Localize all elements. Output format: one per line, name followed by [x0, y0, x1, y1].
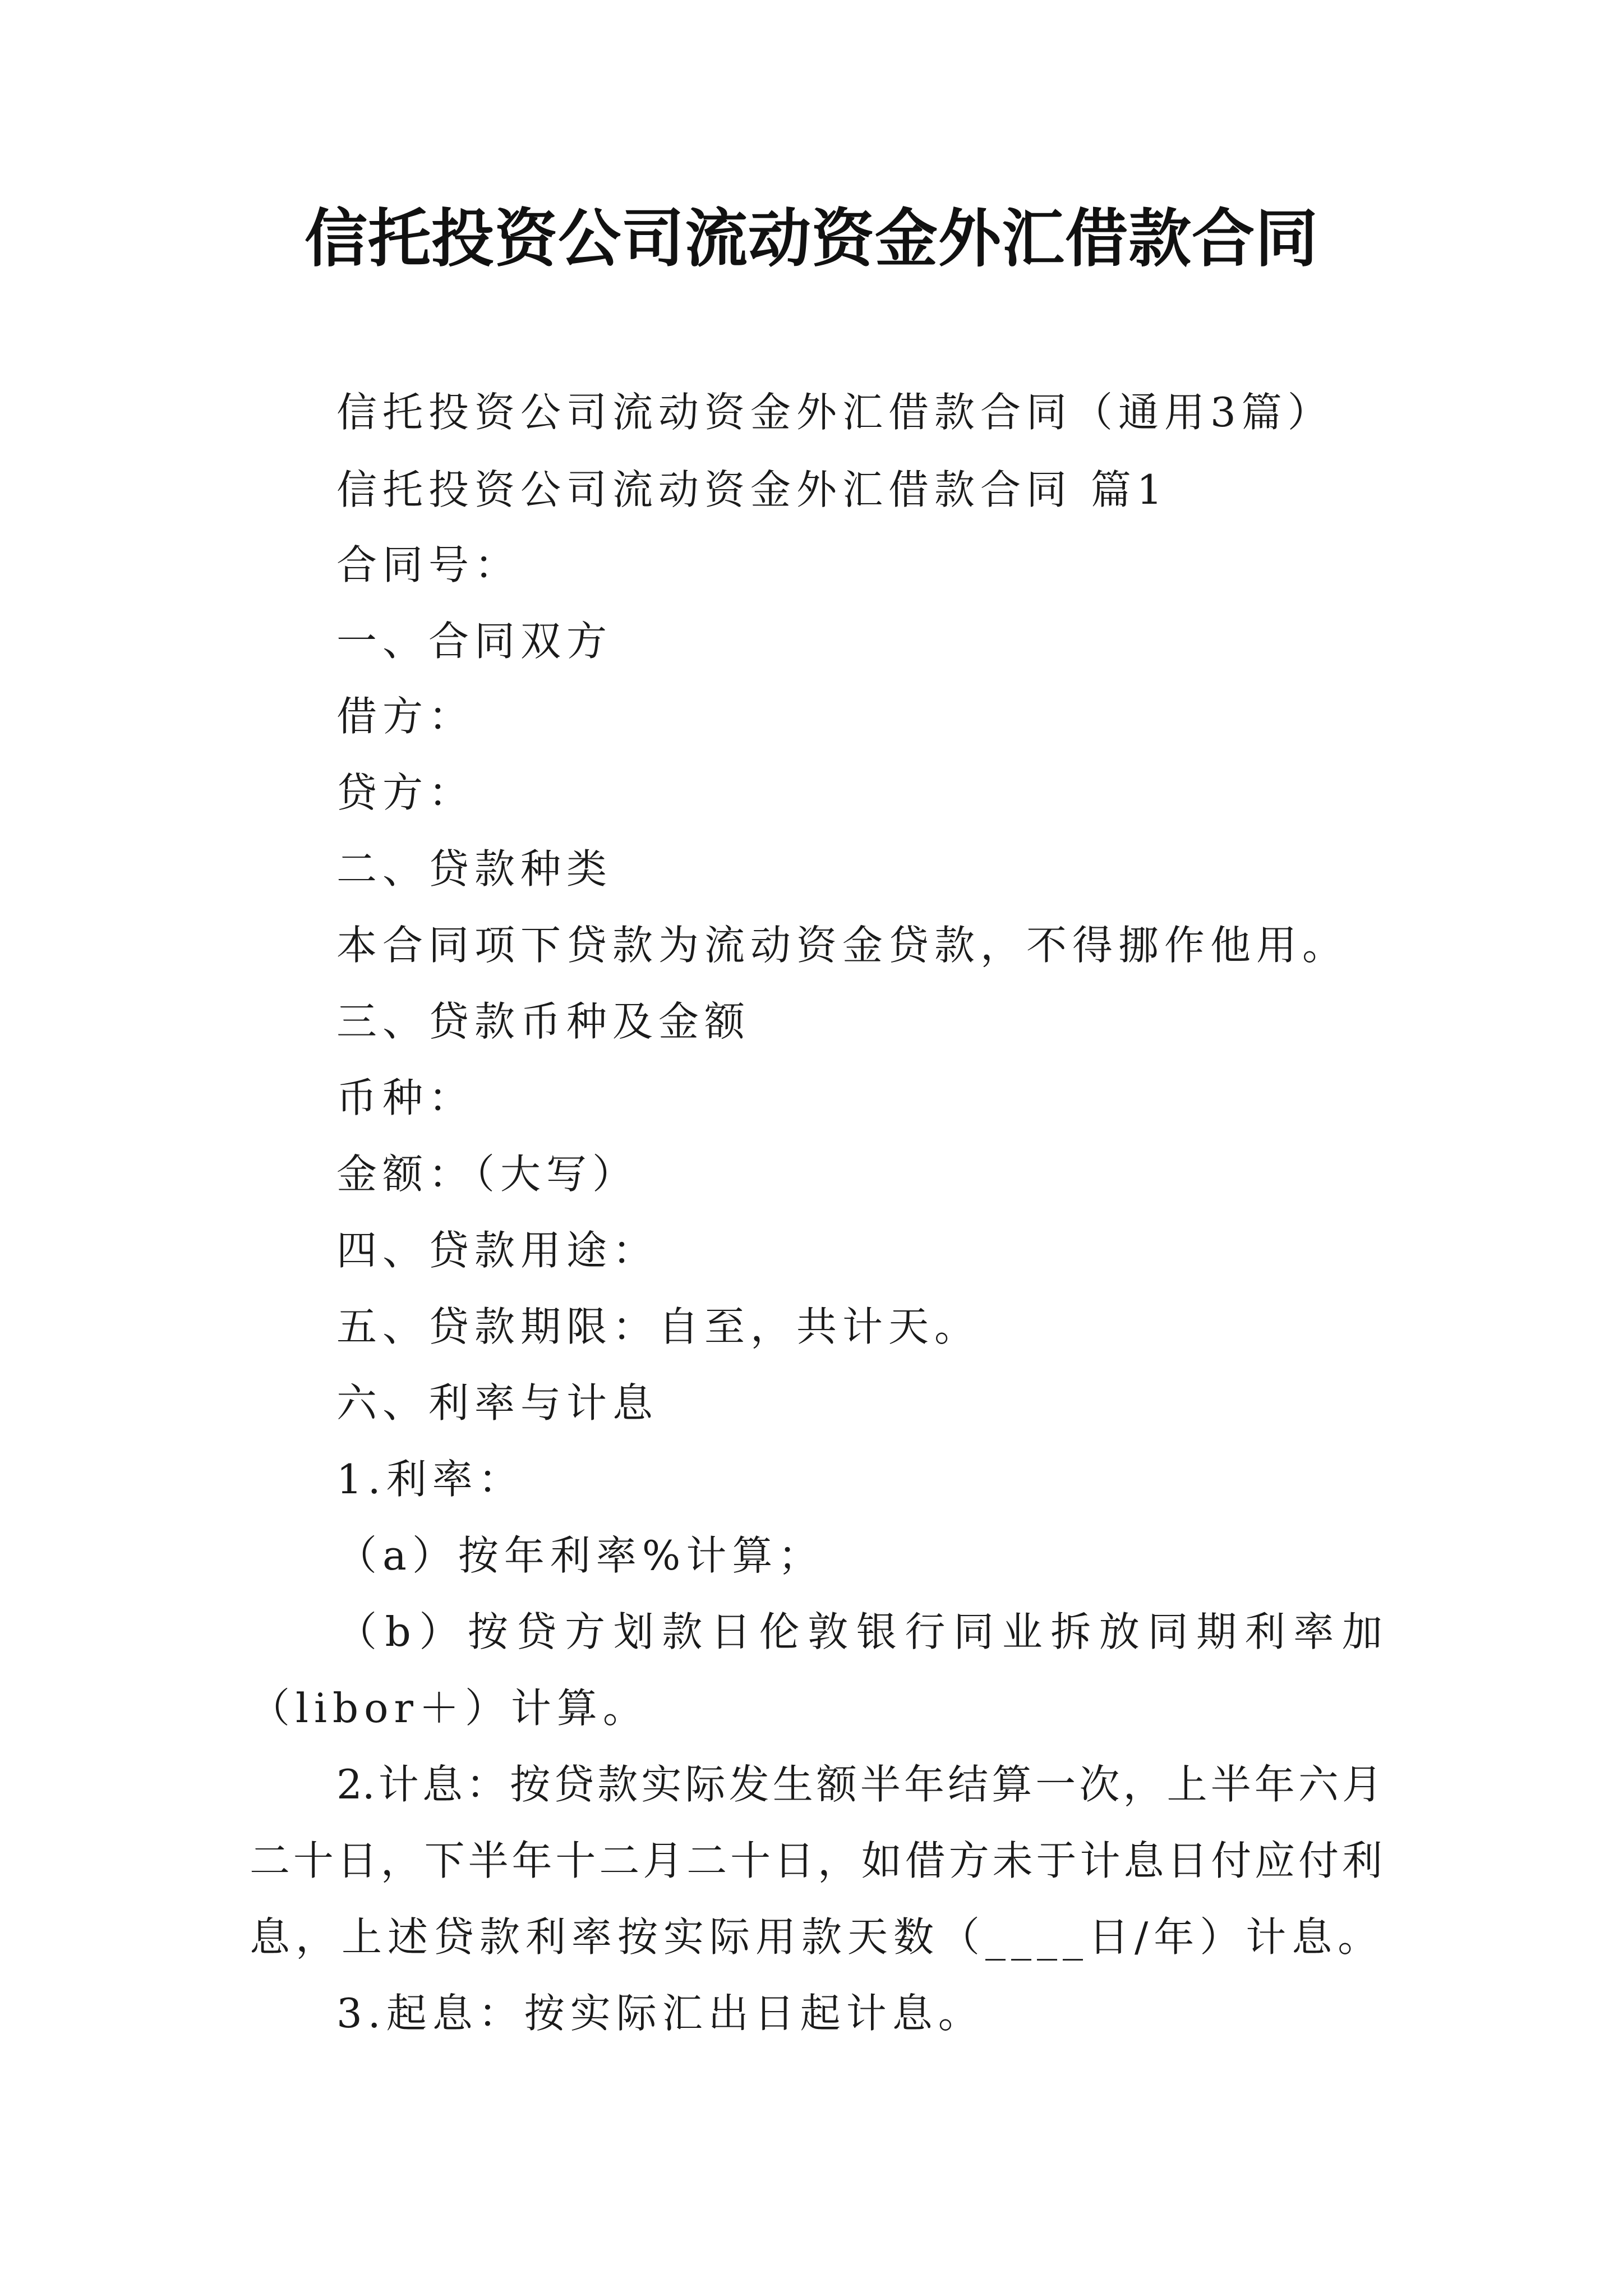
text-line: （b）按贷方划款日伦敦银行同业拆放同期利率加 — [336, 1608, 1382, 1655]
text-line: 六、利率与计息 — [336, 1379, 659, 1427]
subtitle-line: 信托投资公司流动资金外汇借款合同（通用3篇） — [336, 389, 1334, 436]
text-line: 一、合同双方 — [336, 618, 613, 665]
text-line: （libor＋）计算。 — [250, 1685, 649, 1732]
text-line: 三、贷款币种及金额 — [336, 998, 751, 1045]
text-line: 本合同项下贷款为流动资金贷款，不得挪作他用。 — [336, 922, 1349, 969]
text-line: 借方： — [336, 693, 475, 740]
text-line: 二十日，下半年十二月二十日，如借方未于计息日付应付利 — [250, 1837, 1382, 1884]
text-line: 3.起息：按实际汇出日起计息。 — [336, 1990, 984, 2037]
text-line: 四、贷款用途： — [336, 1227, 659, 1274]
text-line: 合同号： — [336, 541, 521, 588]
text-line: （a）按年利率%计算； — [336, 1532, 824, 1579]
text-line: 息，上述贷款利率按实际用款天数（____日/年）计息。 — [250, 1913, 1384, 1961]
text-line: 五、贷款期限：自至，共计天。 — [336, 1303, 981, 1350]
text-line: 2.计息：按贷款实际发生额半年结算一次，上半年六月 — [336, 1761, 1382, 1808]
text-line: 二、贷款种类 — [336, 845, 613, 892]
document-title: 信托投资公司流动资金外汇借款合同 — [305, 202, 1318, 275]
text-line: 1.利率： — [336, 1456, 524, 1503]
text-line: 币种： — [336, 1074, 475, 1121]
text-line: 贷方： — [336, 769, 475, 816]
section-heading-line: 信托投资公司流动资金外汇借款合同 篇1 — [336, 466, 1168, 513]
text-line: 金额：（大写） — [336, 1151, 639, 1198]
